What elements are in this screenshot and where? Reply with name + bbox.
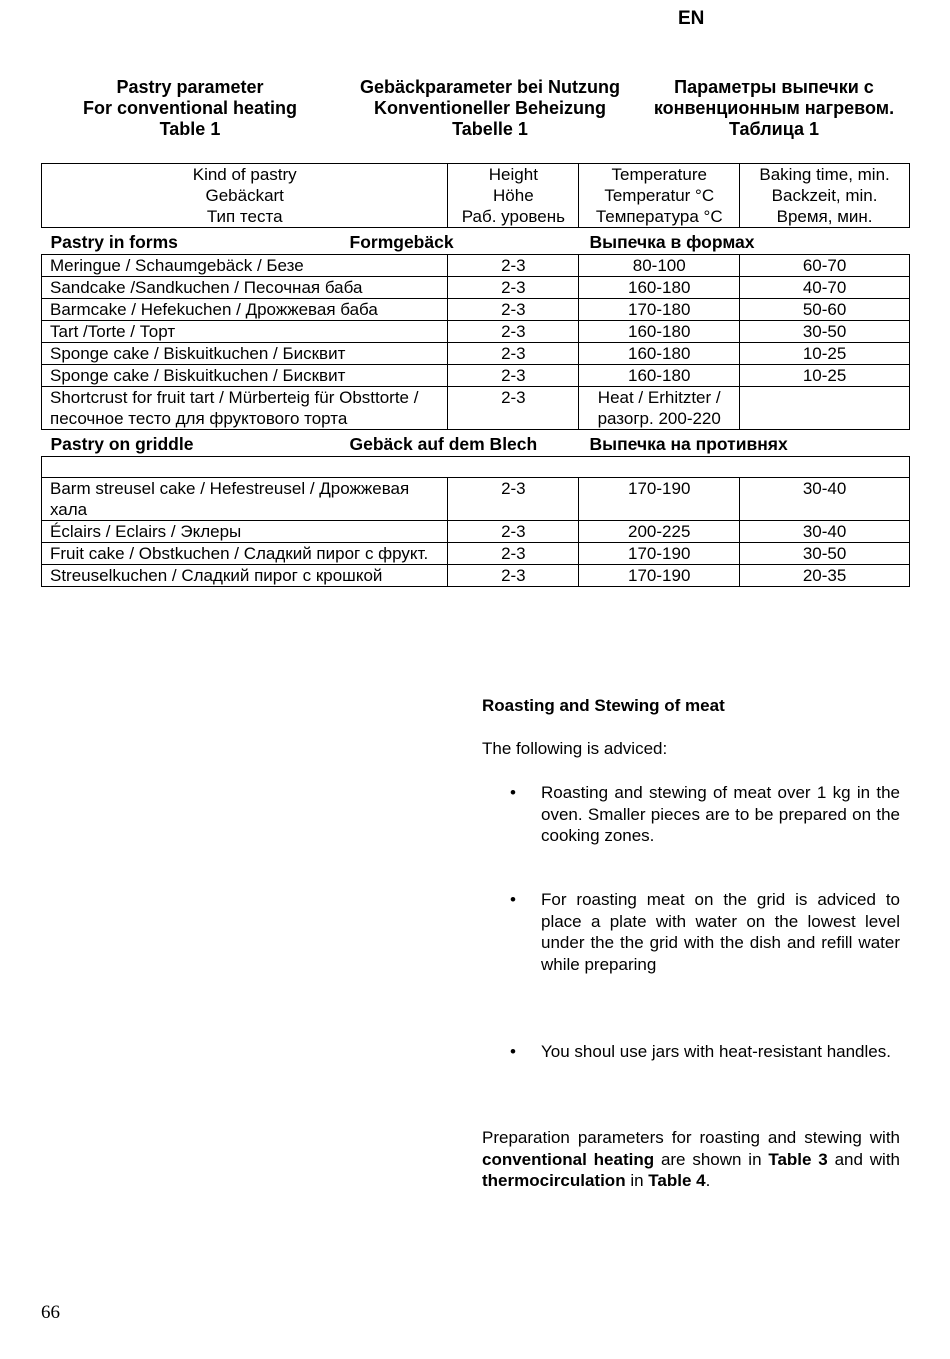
cell-temp: 170-190 (579, 565, 740, 587)
cell-temp: 160-180 (579, 343, 740, 365)
table-row (42, 365, 910, 387)
title-line: Pastry parameter (116, 77, 264, 97)
header-text: Backzeit, min. (771, 186, 878, 205)
bullet-icon: • (510, 890, 516, 909)
cell-kind: Barmcake / Hefekuchen / Дрожжевая баба (42, 299, 448, 321)
cell-height: 2-3 (448, 387, 579, 430)
header-text: Температура °C (595, 207, 723, 226)
cell-height: 2-3 (448, 321, 579, 343)
prep-text: Preparation parameters for roasting and stewing with (482, 1128, 900, 1147)
prep-bold: Table 3 (768, 1149, 828, 1169)
cell-temp: 170-190 (579, 478, 740, 521)
header-temperature (579, 164, 740, 228)
header-text: Temperature (611, 165, 707, 184)
cell-kind: Tart /Torte / Торт (42, 321, 448, 343)
title-line: Konventioneller Beheizung (373, 98, 607, 118)
cell-height: 2-3 (448, 343, 579, 365)
roasting-intro: The following is adviced: (482, 739, 668, 758)
cell-temp: 200-225 (579, 521, 740, 543)
section-de: Gebäck auf dem Blech (349, 433, 538, 454)
table-row (42, 565, 910, 587)
table-row (42, 521, 910, 543)
table-header-row (42, 164, 910, 228)
cell-temp: 170-180 (579, 299, 740, 321)
section-en: Pastry in forms (50, 231, 178, 252)
cell-kind: Streuselkuchen / Сладкий пирог с крошкой (42, 565, 448, 587)
table-row (42, 478, 910, 521)
header-height (448, 164, 579, 228)
cell-height: 2-3 (448, 565, 579, 587)
table-row (42, 321, 910, 343)
cell-height: 2-3 (448, 478, 579, 521)
cell-kind: Éclairs / Eclairs / Эклеры (42, 521, 448, 543)
cell-time: 30-50 (740, 543, 910, 565)
blank-cell (42, 457, 910, 478)
bullet-text: For roasting meat on the grid is adviced to place a plate with water on the lowest level under the the grid with the dish and refill water while preparing (541, 890, 900, 974)
header-text: Baking time, min. (759, 165, 890, 184)
header-text: Kind of pastry (192, 165, 297, 184)
cell-kind: Fruit cake / Obstkuchen / Сладкий пирог с фрукт. (42, 543, 448, 565)
section-row-pastry-on-griddle (42, 430, 910, 457)
table-row (42, 299, 910, 321)
cell-temp: 170-190 (579, 543, 740, 565)
cell-kind: Sponge cake / Biskuitkuchen / Бисквит (42, 365, 448, 387)
prep-bold: Table 4 (648, 1171, 706, 1190)
prep-text: . (705, 1171, 711, 1190)
cell-time: 30-40 (740, 521, 910, 543)
header-text: Раб. уровень (461, 207, 565, 226)
bullet-text: You shoul use jars with heat-resistant handles. (541, 1042, 891, 1061)
section-heading (42, 430, 910, 457)
prep-text: in (625, 1171, 649, 1190)
section-heading (42, 228, 910, 255)
cell-height: 2-3 (448, 255, 579, 277)
cell-time: 40-70 (740, 277, 910, 299)
header-text: Height (488, 165, 538, 184)
title-ru (640, 77, 908, 140)
table-row (42, 277, 910, 299)
cell-time: 30-40 (740, 478, 910, 521)
cell-height: 2-3 (448, 543, 579, 565)
header-text: Время, мин. (776, 207, 873, 226)
cell-time: 30-50 (740, 321, 910, 343)
header-baking-time (740, 164, 910, 228)
cell-height: 2-3 (448, 365, 579, 387)
page-number: 66 (41, 1302, 60, 1323)
header-text: Höhe (493, 186, 534, 205)
cell-time: 20-35 (740, 565, 910, 587)
cell-kind: Sandcake /Sandkuchen / Песочная баба (42, 277, 448, 299)
cell-time: 50-60 (740, 299, 910, 321)
cell-height: 2-3 (448, 277, 579, 299)
title-line: Table 1 (159, 119, 221, 139)
cell-kind: Shortcrust for fruit tart / Mürberteig für Obsttorte /песочное тесто для фруктового торта (42, 387, 448, 430)
section-row-pastry-in-forms (42, 228, 910, 255)
title-line: Gebäckparameter bei Nutzung (359, 77, 621, 97)
cell-height: 2-3 (448, 521, 579, 543)
section-en: Pastry on griddle (50, 433, 194, 454)
cell-height: 2-3 (448, 299, 579, 321)
cell-time: 10-25 (740, 343, 910, 365)
table-row (42, 255, 910, 277)
title-line: For conventional heating (82, 98, 297, 118)
prep-bold: thermocirculation (482, 1171, 626, 1190)
bullet-icon: • (510, 783, 516, 802)
header-text: Temperatur °C (604, 186, 715, 205)
title-line: Параметры выпечки с (674, 77, 874, 97)
section-ru: Выпечка в формах (589, 231, 755, 252)
cell-temp: 80-100 (579, 255, 740, 277)
cell-time: 60-70 (740, 255, 910, 277)
cell-time: 10-25 (740, 365, 910, 387)
preparation-note (482, 1127, 900, 1192)
prep-text: are shown in (654, 1149, 769, 1169)
title-line: Tabelle 1 (452, 119, 528, 139)
title-line: Таблица 1 (728, 119, 820, 139)
bullet-text: Roasting and stewing of meat over 1 kg in the oven. Smaller pieces are to be prepared on the cooking zones. (541, 783, 900, 845)
title-line: конвенционным нагревом. (653, 98, 895, 118)
table-row (42, 543, 910, 565)
table-blank-row (42, 457, 910, 478)
cell-temp: 160-180 (579, 321, 740, 343)
cell-kind: Barm streusel cake / Hefestreusel / Дрожжевая хала (42, 478, 448, 521)
table-row (42, 343, 910, 365)
cell-kind: Sponge cake / Biskuitkuchen / Бисквит (42, 343, 448, 365)
bullet-icon: • (510, 1042, 516, 1061)
cell-time (740, 387, 910, 430)
header-text: Тип теста (206, 207, 283, 226)
title-en (40, 77, 340, 140)
cell-kind: Meringue / Schaumgebäck / Безе (42, 255, 448, 277)
cell-temp: Heat / Erhitzter / разогр. 200-220 (579, 387, 740, 430)
prep-text: and with (827, 1149, 900, 1169)
language-label: EN (678, 8, 705, 29)
table-row (42, 387, 910, 430)
cell-temp: 160-180 (579, 365, 740, 387)
header-kind (42, 164, 448, 228)
roasting-title: Roasting and Stewing of meat (482, 696, 725, 715)
pastry-table (41, 163, 910, 587)
title-de (340, 77, 640, 140)
prep-bold: conventional heating (482, 1149, 655, 1169)
section-ru: Выпечка на противнях (589, 433, 788, 454)
section-de: Formgebäck (349, 231, 454, 252)
cell-temp: 160-180 (579, 277, 740, 299)
header-text: Gebäckart (205, 186, 284, 205)
